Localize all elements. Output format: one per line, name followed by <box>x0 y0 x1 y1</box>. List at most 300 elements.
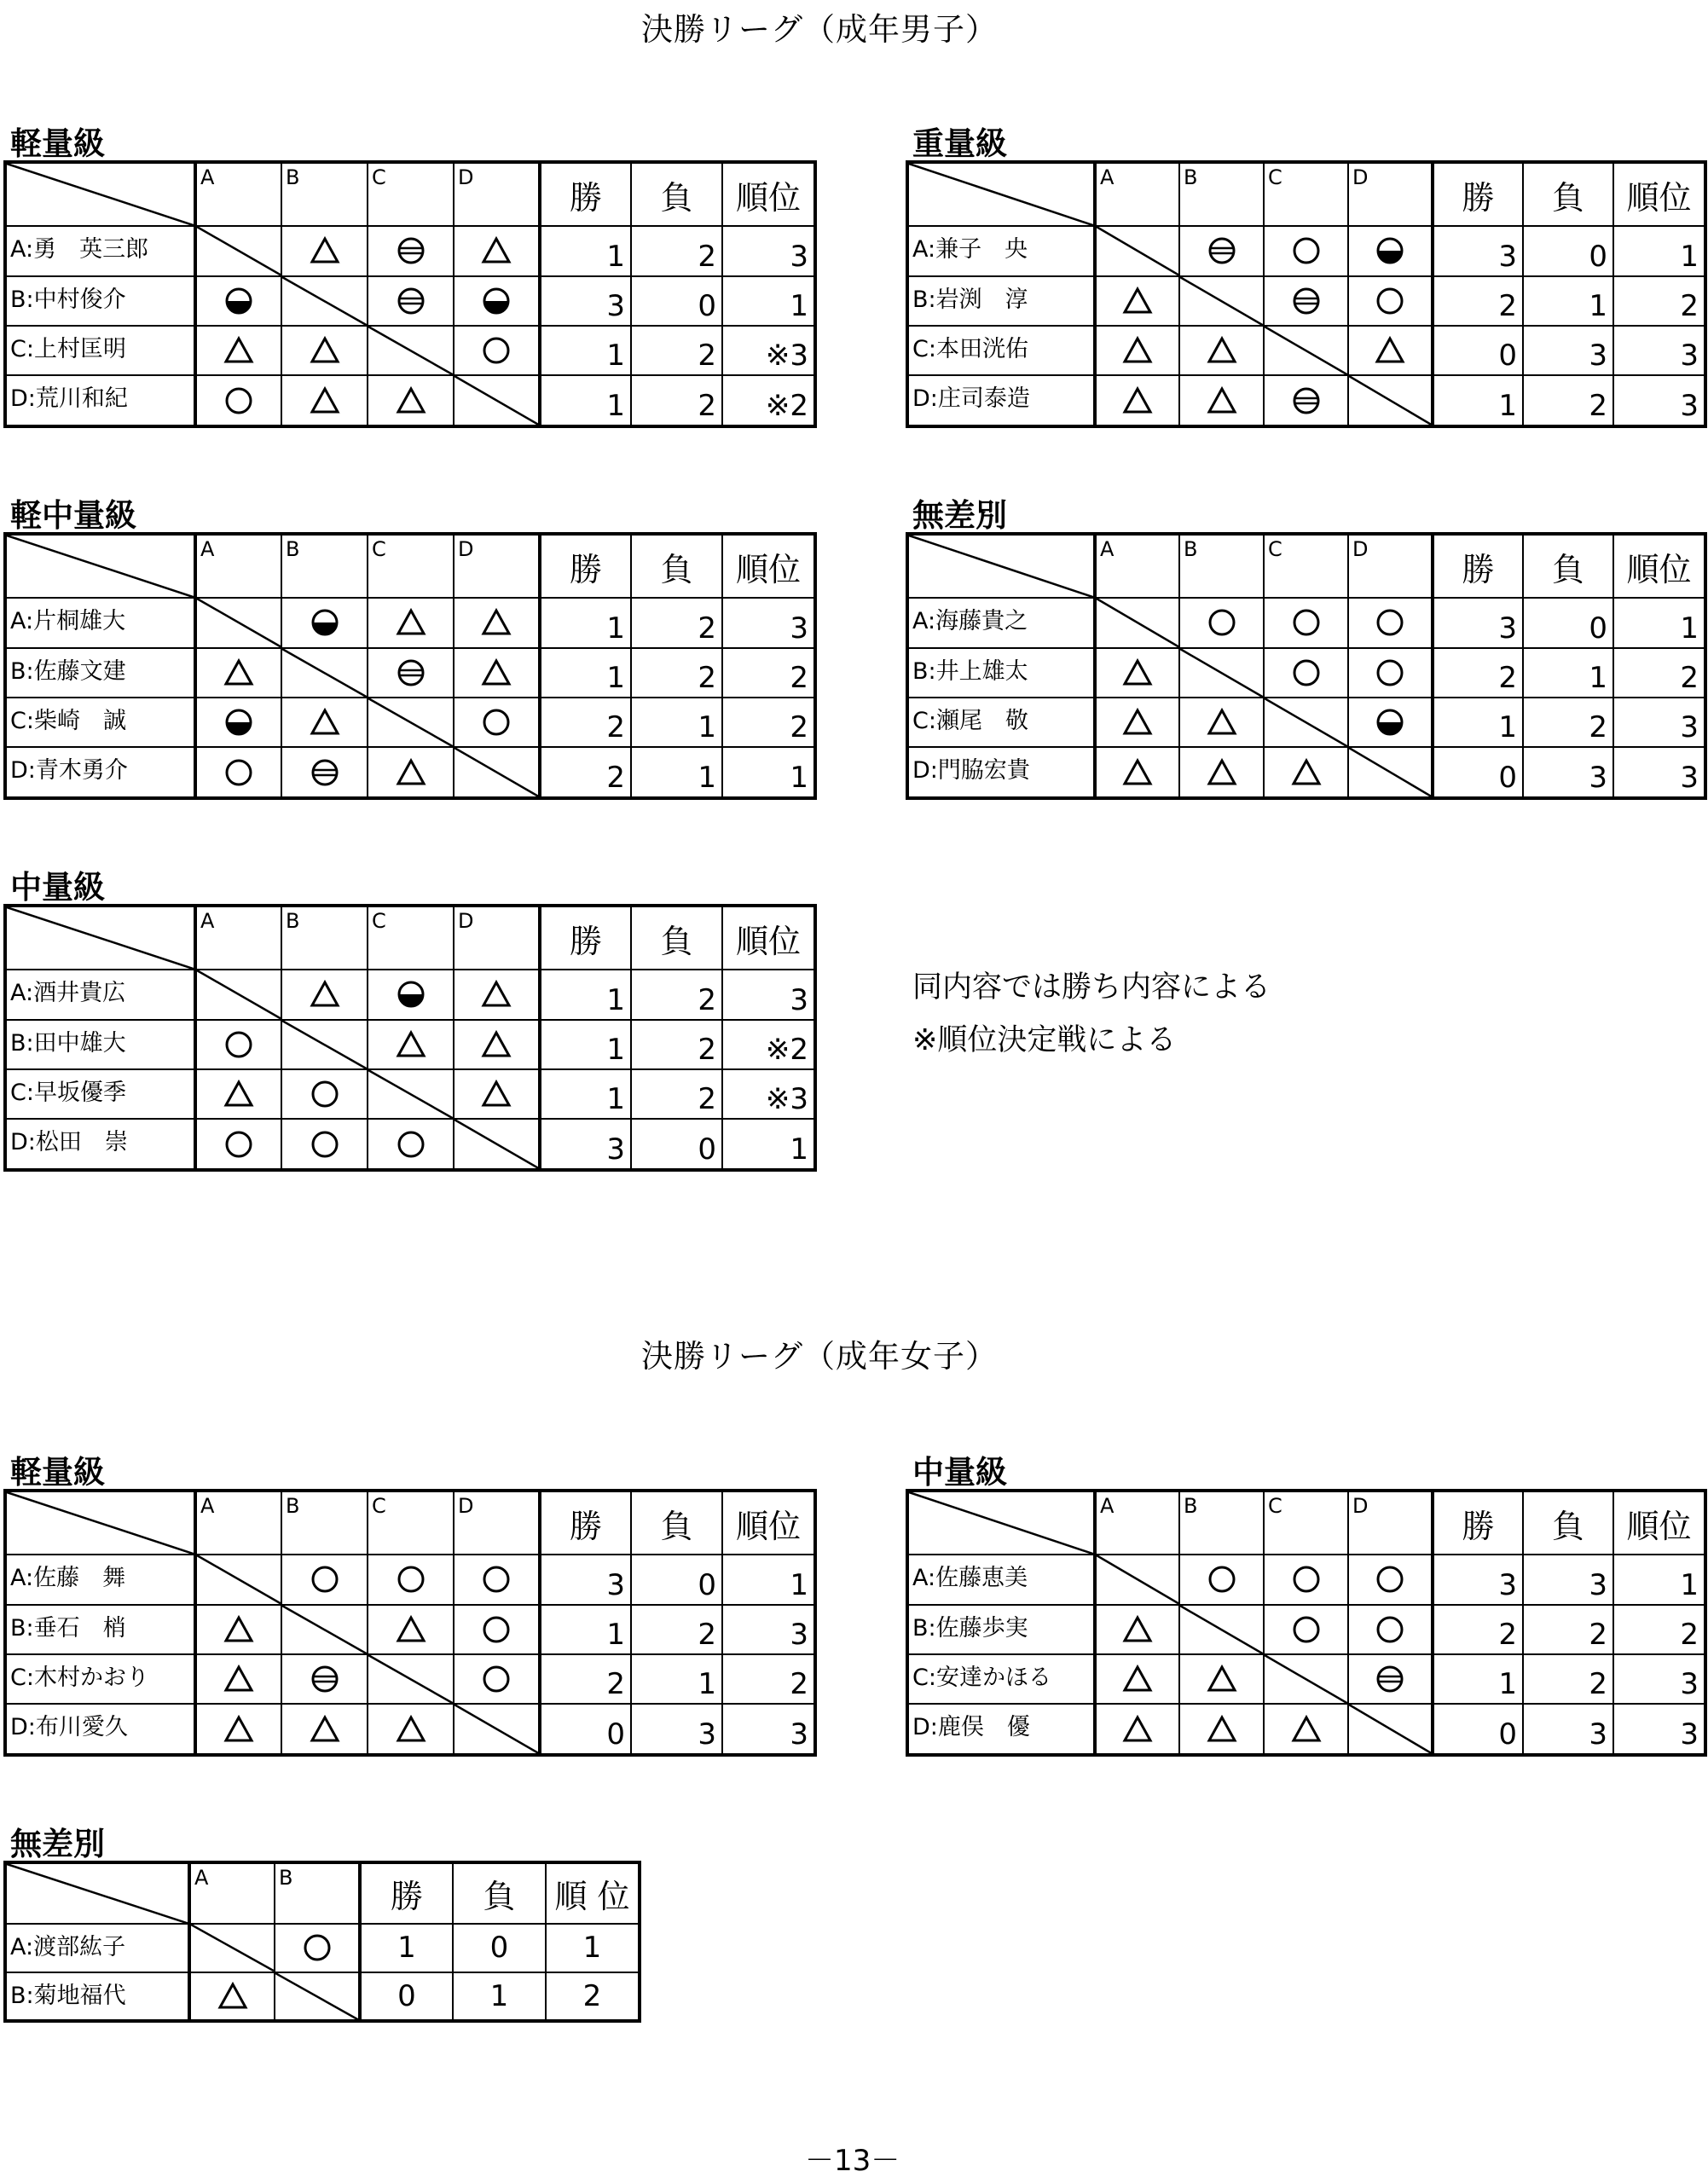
rank-value: 1 <box>722 1119 815 1170</box>
wins-value: 2 <box>1433 276 1523 326</box>
result-cell <box>454 1654 540 1704</box>
rank-header: 順位 <box>1613 534 1705 598</box>
triangle-mark <box>310 979 340 1010</box>
result-cell <box>1348 648 1433 698</box>
triangle-mark <box>1207 707 1237 738</box>
rank-value: 1 <box>722 1555 815 1604</box>
self-match-cell <box>1264 698 1348 747</box>
table-row <box>907 598 1705 647</box>
circle-mark <box>1291 235 1322 266</box>
result-cell <box>368 375 454 426</box>
opponent-header: A <box>195 534 281 598</box>
result-cell <box>1095 375 1179 426</box>
table-row <box>5 326 815 375</box>
result-cell <box>195 1119 281 1170</box>
result-cell <box>195 698 281 747</box>
triangle-mark <box>223 335 254 366</box>
category-label: 軽量級 <box>10 1454 105 1491</box>
women-league-title: 決勝リーグ（成年女子） <box>641 1338 998 1375</box>
opponent-header: A <box>195 162 281 226</box>
losses-value: 2 <box>631 1069 722 1119</box>
losses-value: 3 <box>631 1704 722 1755</box>
wins-header: 勝 <box>1433 1491 1523 1555</box>
rank-value: 2 <box>546 1972 640 2021</box>
wins-value: 1 <box>540 1020 631 1069</box>
circle-mark <box>1207 1564 1237 1595</box>
rank-value: 1 <box>1613 226 1705 275</box>
losses-value: 0 <box>631 1119 722 1170</box>
wins-value: 1 <box>360 1924 453 1972</box>
half-filled-circle-mark <box>223 286 254 316</box>
self-match-diagonal <box>282 649 367 697</box>
corner-cell <box>5 162 195 226</box>
self-match-diagonal <box>455 376 538 425</box>
header-row <box>5 162 815 226</box>
competitor-name: D:庄司泰造 <box>907 375 1095 426</box>
corner-diagonal <box>7 536 194 597</box>
table-row <box>5 1555 815 1604</box>
self-match-diagonal <box>455 748 538 796</box>
results-grid <box>906 160 1707 428</box>
header-row <box>907 162 1705 226</box>
self-match-diagonal <box>455 1120 538 1168</box>
league-table <box>3 1861 638 2023</box>
losses-value: 2 <box>631 326 722 375</box>
league-table <box>3 532 813 800</box>
theta-mark <box>310 1664 340 1694</box>
rank-value: 2 <box>1613 648 1705 698</box>
wins-value: 3 <box>1433 598 1523 647</box>
table-row <box>5 598 815 647</box>
wins-value: 0 <box>1433 326 1523 375</box>
losses-header: 負 <box>1523 162 1613 226</box>
result-cell <box>1264 1704 1348 1755</box>
losses-value: 1 <box>1523 648 1613 698</box>
self-match-diagonal <box>455 1705 538 1753</box>
competitor-name: B:田中雄大 <box>5 1020 195 1069</box>
result-cell <box>195 1704 281 1755</box>
self-match-diagonal <box>368 327 453 374</box>
result-cell <box>281 1069 368 1119</box>
circle-mark <box>1291 607 1322 638</box>
category-label: 軽量級 <box>10 125 105 162</box>
result-cell <box>195 1654 281 1704</box>
self-match-cell <box>281 1605 368 1654</box>
opponent-header: D <box>1348 1491 1433 1555</box>
self-match-cell <box>1264 1654 1348 1704</box>
losses-value: 1 <box>631 747 722 798</box>
result-cell <box>1348 276 1433 326</box>
competitor-name: C:安達かほる <box>907 1654 1095 1704</box>
self-match-diagonal <box>1097 1555 1178 1603</box>
self-match-diagonal <box>282 1606 367 1653</box>
rank-value: 2 <box>1613 1605 1705 1654</box>
competitor-name: A:兼子 央 <box>907 226 1095 275</box>
wins-header: 勝 <box>540 906 631 970</box>
result-cell <box>1179 326 1264 375</box>
self-match-cell <box>1179 648 1264 698</box>
corner-cell <box>5 1862 189 1924</box>
self-match-cell <box>281 276 368 326</box>
self-match-diagonal <box>197 970 281 1018</box>
category-label: 中量級 <box>10 869 105 906</box>
result-cell <box>275 1924 360 1972</box>
losses-header: 負 <box>631 906 722 970</box>
self-match-diagonal <box>275 1973 358 2019</box>
league-table <box>3 904 813 1172</box>
category-label: 軽中量級 <box>10 497 136 534</box>
theta-mark <box>396 657 426 688</box>
competitor-name: B:中村俊介 <box>5 276 195 326</box>
rank-value: 3 <box>722 598 815 647</box>
result-cell <box>368 970 454 1019</box>
wins-value: 1 <box>540 375 631 426</box>
self-match-cell <box>368 326 454 375</box>
rank-value: 2 <box>722 648 815 698</box>
competitor-name: D:荒川和紀 <box>5 375 195 426</box>
triangle-mark <box>1122 657 1153 688</box>
table-row <box>5 1605 815 1654</box>
table-row <box>5 375 815 426</box>
self-match-cell <box>454 375 540 426</box>
self-match-cell <box>1179 276 1264 326</box>
half-filled-circle-mark <box>1375 235 1405 266</box>
wins-value: 2 <box>1433 1605 1523 1654</box>
opponent-header: A <box>195 906 281 970</box>
result-cell <box>1348 1555 1433 1604</box>
wins-header: 勝 <box>540 534 631 598</box>
triangle-mark <box>1122 707 1153 738</box>
wins-value: 1 <box>540 326 631 375</box>
result-cell <box>281 326 368 375</box>
wins-value: 2 <box>540 1654 631 1704</box>
circle-mark <box>481 707 512 738</box>
results-grid <box>906 1489 1707 1757</box>
wins-value: 0 <box>1433 747 1523 798</box>
results-grid <box>3 904 817 1172</box>
self-match-cell <box>454 747 540 798</box>
half-filled-circle-mark <box>223 707 254 738</box>
self-match-cell <box>195 598 281 647</box>
results-grid <box>906 532 1707 800</box>
result-cell <box>1348 326 1433 375</box>
circle-mark <box>481 335 512 366</box>
wins-header: 勝 <box>1433 534 1523 598</box>
result-cell <box>281 970 368 1019</box>
corner-cell <box>5 1491 195 1555</box>
opponent-header: D <box>454 162 540 226</box>
self-match-cell <box>281 1020 368 1069</box>
competitor-name: A:佐藤 舞 <box>5 1555 195 1604</box>
league-table <box>906 160 1704 428</box>
result-cell <box>195 648 281 698</box>
losses-value: 3 <box>1523 747 1613 798</box>
result-cell <box>281 226 368 275</box>
triangle-mark <box>310 707 340 738</box>
triangle-mark <box>1122 286 1153 316</box>
triangle-mark <box>1122 385 1153 416</box>
note-same-content: 同内容では勝ち内容による <box>912 970 1271 1005</box>
result-cell <box>1348 1605 1433 1654</box>
table-row <box>907 1555 1705 1604</box>
triangle-mark <box>396 1029 426 1060</box>
self-match-cell <box>1179 1605 1264 1654</box>
competitor-name: A:渡部紘子 <box>5 1924 189 1972</box>
result-cell <box>1264 747 1348 798</box>
result-cell <box>1179 747 1264 798</box>
rank-value: 3 <box>722 1704 815 1755</box>
rank-value: 3 <box>722 970 815 1019</box>
rank-header: 順位 <box>722 534 815 598</box>
wins-value: 1 <box>540 648 631 698</box>
self-match-diagonal <box>1349 376 1431 425</box>
result-cell <box>195 326 281 375</box>
table-row <box>5 1972 640 2021</box>
triangle-mark <box>1207 335 1237 366</box>
result-cell <box>195 1069 281 1119</box>
triangle-mark <box>1122 1714 1153 1745</box>
competitor-name: A:酒井貴広 <box>5 970 195 1019</box>
corner-diagonal <box>909 164 1093 225</box>
triangle-mark <box>481 607 512 638</box>
result-cell <box>368 747 454 798</box>
triangle-mark <box>396 1614 426 1645</box>
rank-value: 3 <box>1613 326 1705 375</box>
table-row <box>5 1020 815 1069</box>
self-match-diagonal <box>1265 698 1347 746</box>
table-row <box>907 1654 1705 1704</box>
triangle-mark <box>481 1029 512 1060</box>
triangle-mark <box>396 1714 426 1745</box>
competitor-name: C:早坂優季 <box>5 1069 195 1119</box>
circle-mark <box>481 1564 512 1595</box>
results-grid <box>3 160 817 428</box>
triangle-mark <box>223 1664 254 1694</box>
result-cell <box>281 1119 368 1170</box>
result-cell <box>454 1020 540 1069</box>
theta-mark <box>1291 385 1322 416</box>
result-cell <box>1264 1555 1348 1604</box>
corner-diagonal <box>909 536 1093 597</box>
circle-mark <box>1375 607 1405 638</box>
losses-value: 2 <box>1523 698 1613 747</box>
half-filled-circle-mark <box>396 979 426 1010</box>
self-match-diagonal <box>1265 1655 1347 1703</box>
rank-value: ※3 <box>722 1069 815 1119</box>
result-cell <box>1095 1704 1179 1755</box>
self-match-diagonal <box>1180 1606 1263 1653</box>
triangle-mark <box>223 1079 254 1109</box>
note-playoff: ※順位決定戦による <box>912 1023 1177 1057</box>
rank-value: 2 <box>722 698 815 747</box>
result-cell <box>1264 1605 1348 1654</box>
result-cell <box>1095 698 1179 747</box>
result-cell <box>368 1020 454 1069</box>
category-label: 無差別 <box>10 1826 105 1862</box>
results-grid <box>3 532 817 800</box>
result-cell <box>454 698 540 747</box>
corner-cell <box>907 534 1095 598</box>
result-cell <box>281 1654 368 1704</box>
triangle-mark <box>1207 1714 1237 1745</box>
opponent-header: B <box>281 906 368 970</box>
result-cell <box>1179 226 1264 275</box>
losses-value: 2 <box>631 375 722 426</box>
corner-diagonal <box>7 164 194 225</box>
circle-mark <box>1375 1564 1405 1595</box>
theta-mark <box>396 235 426 266</box>
rank-header: 順 位 <box>546 1862 640 1924</box>
theta-mark <box>396 286 426 316</box>
competitor-name: C:本田洸佑 <box>907 326 1095 375</box>
losses-value: 2 <box>631 1605 722 1654</box>
theta-mark <box>310 757 340 788</box>
triangle-mark <box>1207 757 1237 788</box>
table-row <box>5 747 815 798</box>
result-cell <box>1348 1654 1433 1704</box>
rank-value: 2 <box>1613 276 1705 326</box>
opponent-header: D <box>454 1491 540 1555</box>
circle-mark <box>310 1129 340 1160</box>
result-cell <box>368 598 454 647</box>
competitor-name: D:門脇宏貴 <box>907 747 1095 798</box>
result-cell <box>1264 598 1348 647</box>
self-match-cell <box>454 1119 540 1170</box>
wins-value: 2 <box>1433 648 1523 698</box>
opponent-header: C <box>1264 534 1348 598</box>
losses-value: 1 <box>631 1654 722 1704</box>
result-cell <box>1264 648 1348 698</box>
self-match-cell <box>195 226 281 275</box>
triangle-mark <box>1122 1664 1153 1694</box>
self-match-cell <box>281 648 368 698</box>
losses-value: 0 <box>453 1924 546 1972</box>
circle-mark <box>302 1932 333 1963</box>
self-match-diagonal <box>282 1021 367 1068</box>
triangle-mark <box>1375 335 1405 366</box>
header-row <box>5 534 815 598</box>
triangle-mark <box>1207 1664 1237 1694</box>
result-cell <box>1348 698 1433 747</box>
league-table <box>906 532 1704 800</box>
competitor-name: B:佐藤文建 <box>5 648 195 698</box>
result-cell <box>1095 326 1179 375</box>
losses-header: 負 <box>631 1491 722 1555</box>
rank-value: 3 <box>722 226 815 275</box>
corner-cell <box>5 906 195 970</box>
league-table <box>3 1489 813 1757</box>
circle-mark <box>481 1614 512 1645</box>
result-cell <box>195 375 281 426</box>
rank-value: ※3 <box>722 326 815 375</box>
competitor-name: C:木村かおり <box>5 1654 195 1704</box>
wins-value: 1 <box>540 970 631 1019</box>
wins-value: 1 <box>1433 375 1523 426</box>
circle-mark <box>223 1029 254 1060</box>
triangle-mark <box>481 235 512 266</box>
result-cell <box>1348 226 1433 275</box>
competitor-name: A:海藤貴之 <box>907 598 1095 647</box>
rank-value: 1 <box>546 1924 640 1972</box>
result-cell <box>454 1555 540 1604</box>
rank-value: 1 <box>722 747 815 798</box>
opponent-header: B <box>281 162 368 226</box>
league-table <box>3 160 813 428</box>
losses-value: 2 <box>631 226 722 275</box>
result-cell <box>195 1020 281 1069</box>
losses-value: 1 <box>631 698 722 747</box>
self-match-cell <box>368 1069 454 1119</box>
result-cell <box>1264 226 1348 275</box>
result-cell <box>195 1605 281 1654</box>
wins-value: 1 <box>540 1069 631 1119</box>
triangle-mark <box>223 657 254 688</box>
triangle-mark <box>396 757 426 788</box>
wins-value: 3 <box>1433 226 1523 275</box>
self-match-cell <box>1095 1555 1179 1604</box>
corner-diagonal <box>909 1492 1093 1554</box>
circle-mark <box>1207 607 1237 638</box>
losses-header: 負 <box>1523 534 1613 598</box>
result-cell <box>1179 1704 1264 1755</box>
result-cell <box>281 1555 368 1604</box>
triangle-mark <box>1122 1614 1153 1645</box>
competitor-name: A:佐藤恵美 <box>907 1555 1095 1604</box>
opponent-header: B <box>281 534 368 598</box>
result-cell <box>189 1972 275 2021</box>
triangle-mark <box>1207 385 1237 416</box>
table-row <box>907 326 1705 375</box>
triangle-mark <box>217 1981 248 2012</box>
rank-header: 順位 <box>722 1491 815 1555</box>
result-cell <box>1264 375 1348 426</box>
rank-value: ※2 <box>722 1020 815 1069</box>
self-match-diagonal <box>1097 599 1178 646</box>
losses-header: 負 <box>631 162 722 226</box>
competitor-name: A:勇 英三郎 <box>5 226 195 275</box>
circle-mark <box>1291 1564 1322 1595</box>
triangle-mark <box>310 1714 340 1745</box>
circle-mark <box>310 1079 340 1109</box>
opponent-header: D <box>454 906 540 970</box>
competitor-name: D:松田 崇 <box>5 1119 195 1170</box>
wins-value: 2 <box>540 747 631 798</box>
self-match-diagonal <box>1265 327 1347 374</box>
losses-value: 3 <box>1523 1555 1613 1604</box>
losses-value: 2 <box>1523 1654 1613 1704</box>
triangle-mark <box>223 1614 254 1645</box>
result-cell <box>1179 375 1264 426</box>
losses-value: 0 <box>1523 226 1613 275</box>
half-filled-circle-mark <box>481 286 512 316</box>
wins-value: 1 <box>1433 1654 1523 1704</box>
self-match-diagonal <box>197 1555 281 1603</box>
triangle-mark <box>481 657 512 688</box>
self-match-cell <box>275 1972 360 2021</box>
result-cell <box>454 1605 540 1654</box>
result-cell <box>1095 1654 1179 1704</box>
self-match-diagonal <box>368 1070 453 1118</box>
competitor-name: B:菊地福代 <box>5 1972 189 2021</box>
competitor-name: C:上村匡明 <box>5 326 195 375</box>
result-cell <box>1179 598 1264 647</box>
result-cell <box>368 648 454 698</box>
wins-value: 3 <box>540 1119 631 1170</box>
rank-value: 3 <box>1613 375 1705 426</box>
corner-cell <box>5 534 195 598</box>
triangle-mark <box>310 385 340 416</box>
rank-header: 順位 <box>722 162 815 226</box>
